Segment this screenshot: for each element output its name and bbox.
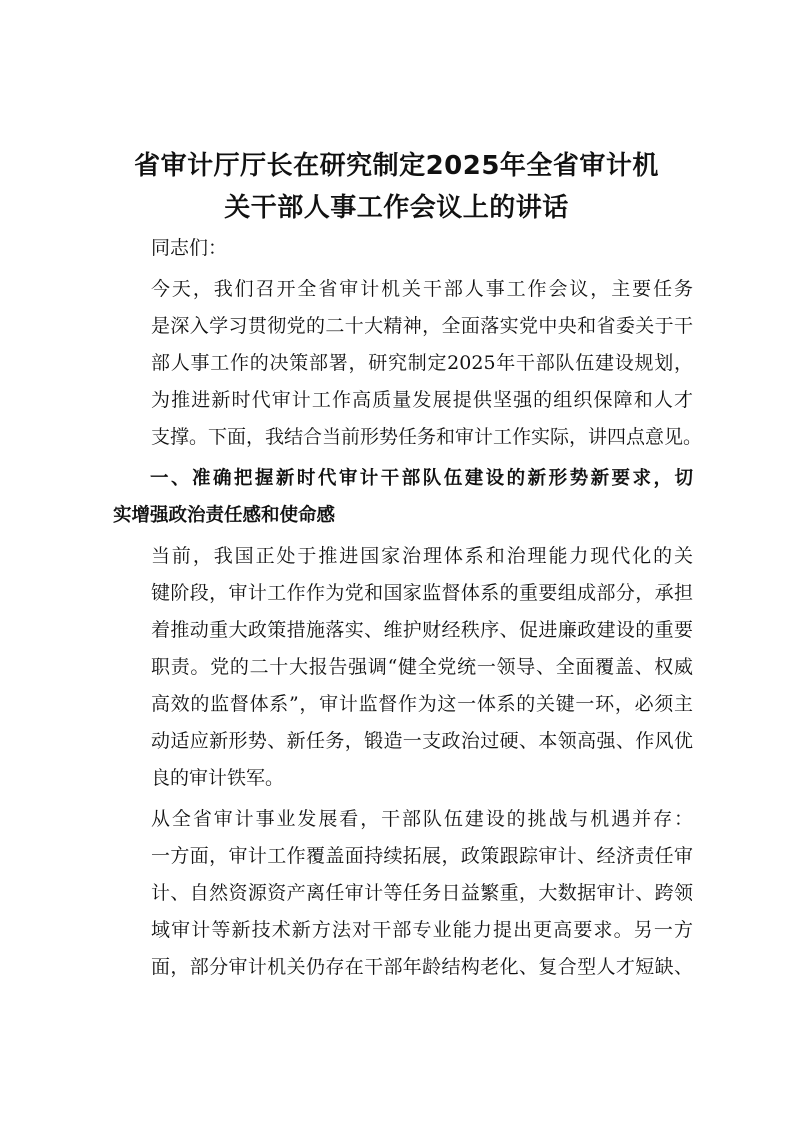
text-line: 一方面，审计工作覆盖面持续拓展，政策跟踪审计、经济责任审 (151, 845, 693, 867)
section-paragraph (113, 538, 693, 797)
salutation-text: 同志们： (151, 237, 228, 259)
text-line: 部人事工作的决策部署，研究制定2025年干部队伍建设规划， (151, 352, 693, 374)
text-line: 键阶段，审计工作作为党和国家监督体系的重要组成部分，承担 (151, 582, 693, 604)
text-line: 是深入学习贯彻党的二十大精神，全面落实党中央和省委关于干 (151, 315, 693, 337)
heading-line: 一、准确把握新时代审计干部队伍建设的新形势新要求，切 (150, 468, 693, 489)
text-line: 动适应新形势、新任务，锻造一支政治过硬、本领高强、作风优 (151, 730, 693, 752)
text-line: 良的审计铁军。 (151, 767, 285, 789)
heading-line: 实增强政治责任感和使命感 (113, 505, 336, 526)
document-title (100, 145, 693, 229)
text-line: 支撑。下面，我结合当前形势任务和审计工作实际，讲四点意见。 (151, 426, 703, 448)
text-line: 为推进新时代审计工作高质量发展提供坚强的组织保障和人才 (151, 389, 693, 411)
text-line: 当前，我国正处于推进国家治理体系和治理能力现代化的关 (151, 545, 693, 567)
salutation (113, 230, 693, 267)
text-line: 职责。党的二十大报告强调“健全党统一领导、全面覆盖、权威 (151, 656, 693, 678)
title-line-1: 省审计厅厅长在研究制定2025年全省审计机 (134, 151, 659, 181)
section-heading (113, 460, 693, 534)
text-line: 面，部分审计机关仍存在干部年龄结构老化、复合型人才短缺、 (151, 956, 693, 978)
text-line: 从全省审计事业发展看，干部队伍建设的挑战与机遇并存： (151, 808, 693, 830)
text-line: 域审计等新技术新方法对干部专业能力提出更高要求。另一方 (151, 919, 693, 941)
text-line: 今天，我们召开全省审计机关干部人事工作会议，主要任务 (151, 278, 693, 300)
intro-paragraph (113, 271, 703, 456)
section-paragraph (113, 801, 693, 986)
title-line-2: 关干部人事工作会议上的讲话 (224, 193, 569, 223)
text-line: 着推动重大政策措施落实、维护财经秩序、促进廉政建设的重要 (151, 619, 693, 641)
text-line: 计、自然资源资产离任审计等任务日益繁重，大数据审计、跨领 (151, 882, 693, 904)
document-body (113, 230, 703, 990)
text-line: 高效的监督体系”，审计监督作为这一体系的关键一环，必须主 (151, 693, 693, 715)
